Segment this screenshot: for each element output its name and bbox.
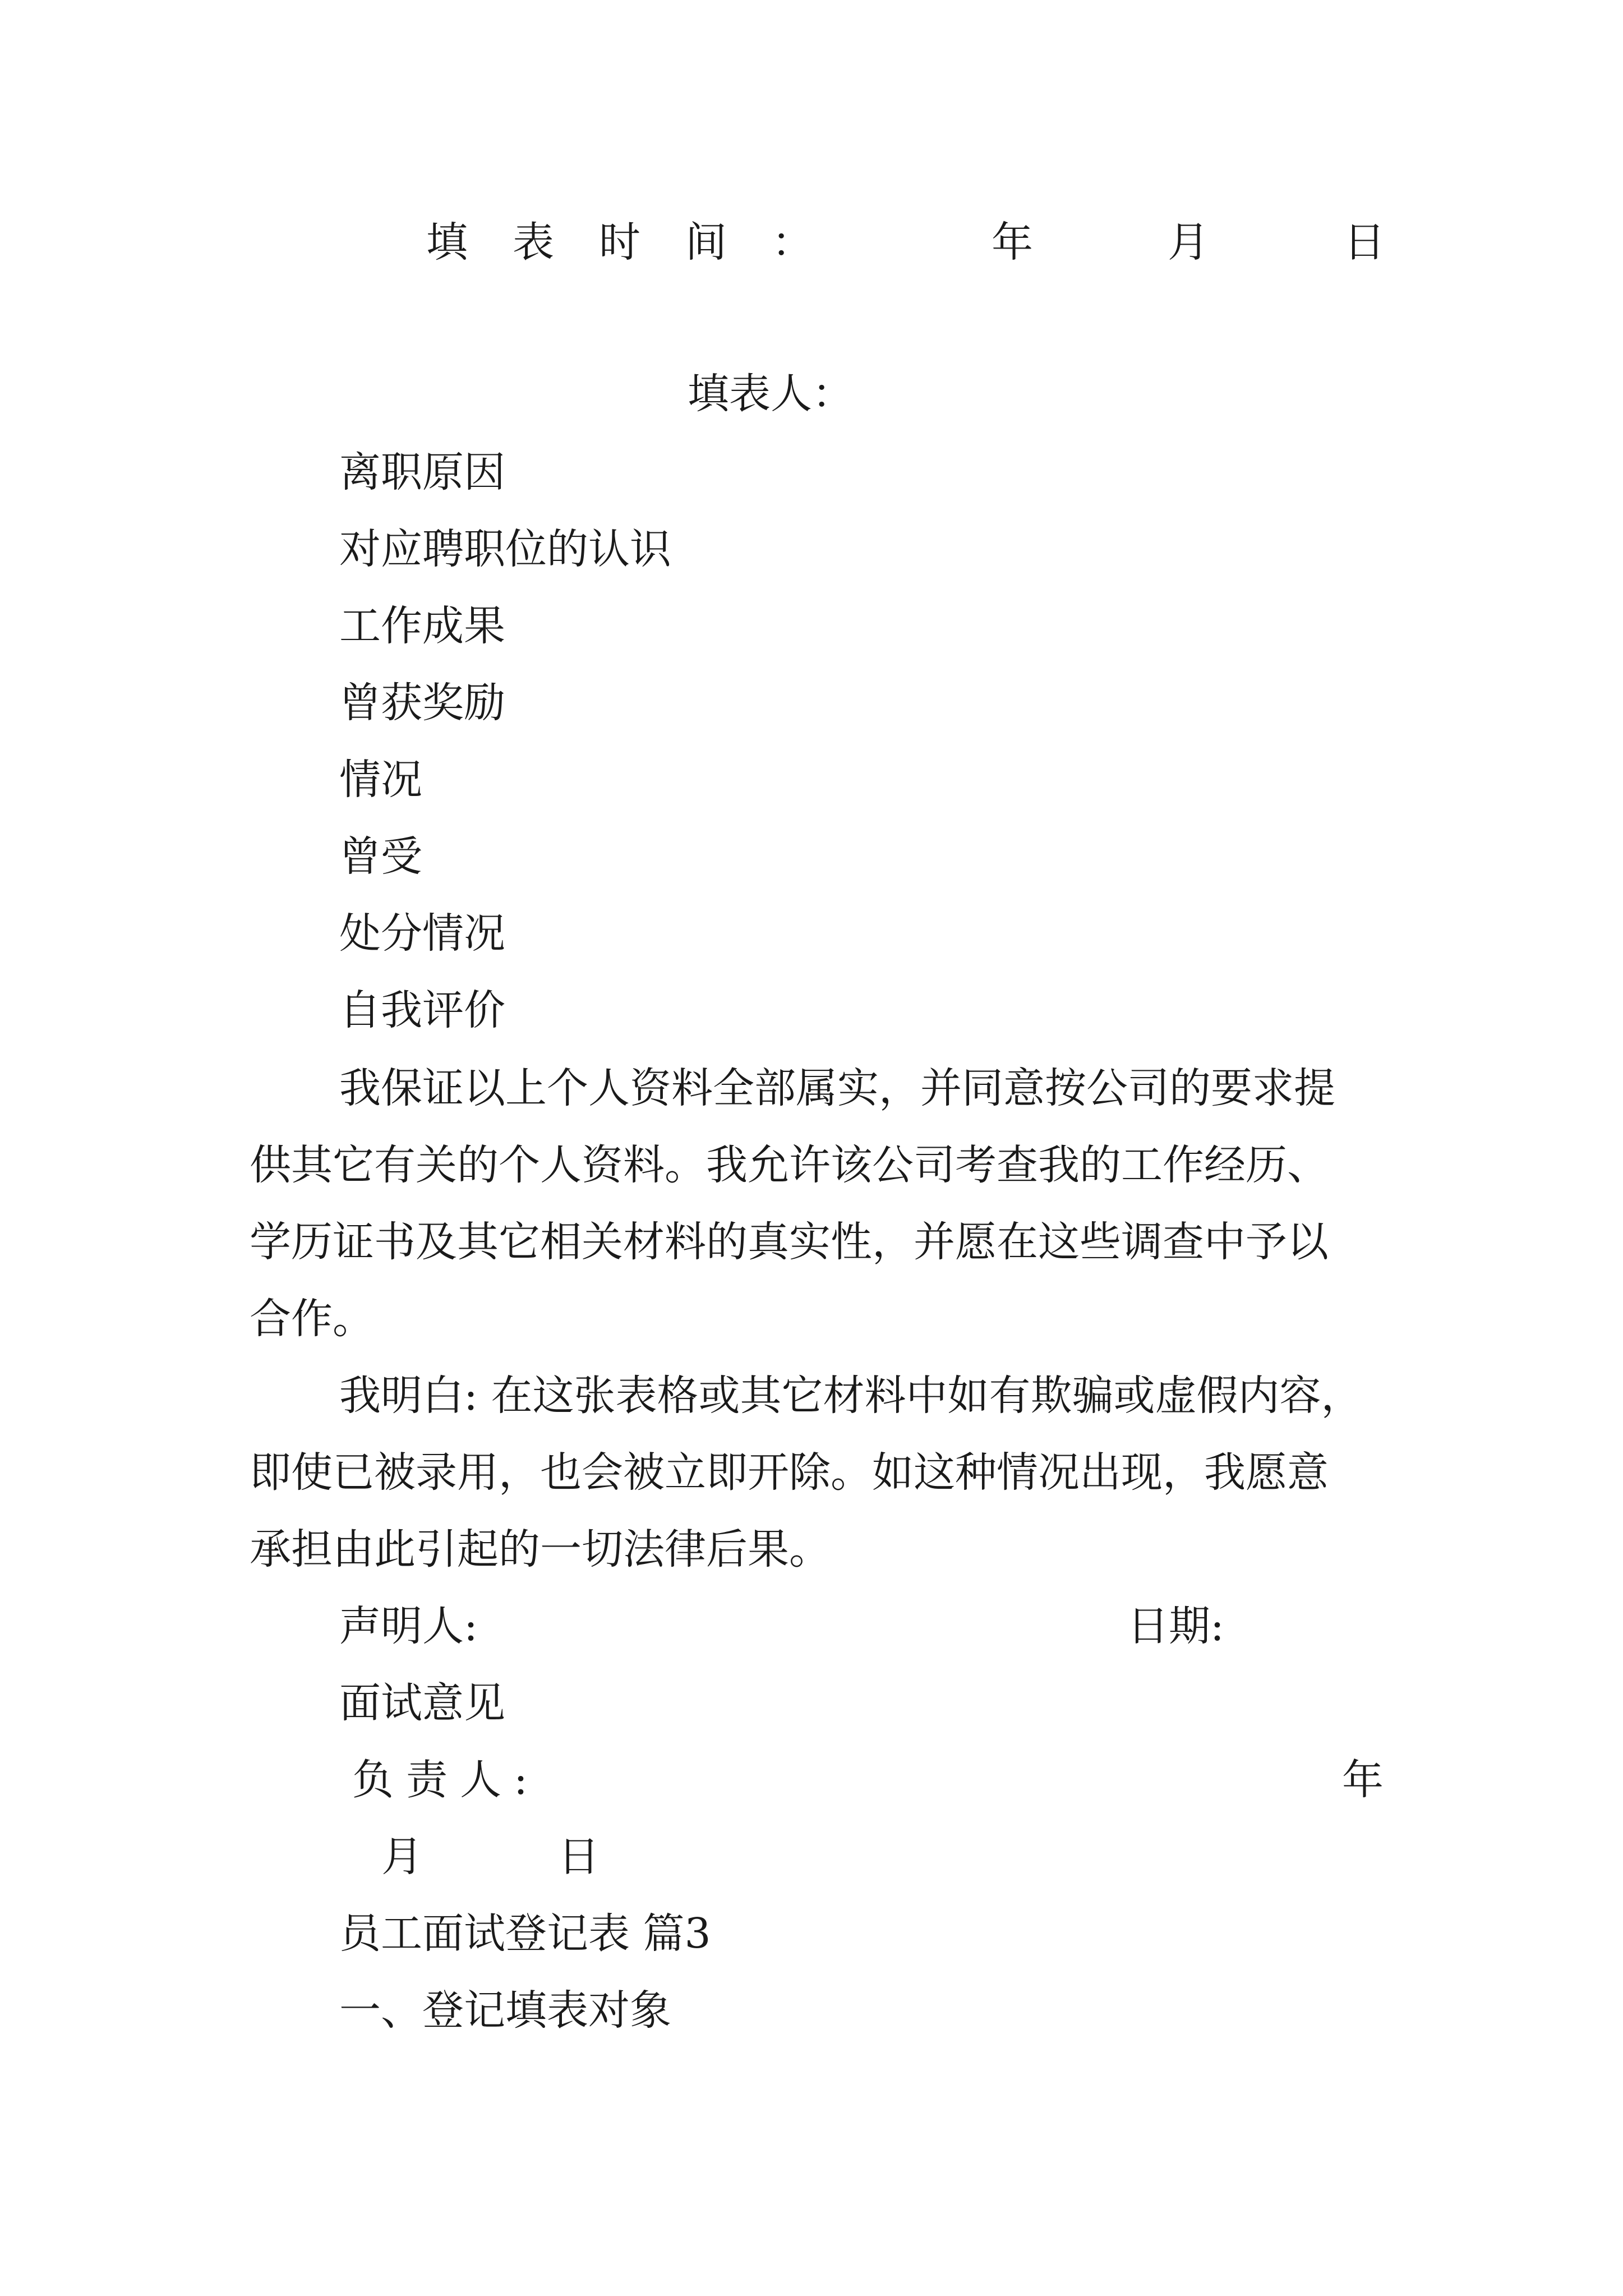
resign-reason-label: 离职原因: [339, 448, 505, 496]
job-understanding-label: 对应聘职位的认识: [339, 525, 671, 573]
awards-label-line2: 情况: [339, 756, 422, 804]
fill-time-day: 日: [1344, 218, 1385, 266]
work-results-label: 工作成果: [339, 602, 505, 650]
responsible-month: 月: [381, 1833, 423, 1881]
declaration-p2-line3: 承担由此引起的一切法律后果。: [250, 1525, 831, 1573]
declaration-p1-line1: 我保证以上个人资料全部属实，并同意按公司的要求提: [339, 1064, 1335, 1112]
declarant-label: 声明人:: [339, 1602, 478, 1650]
filler-label: 填表人：: [688, 370, 854, 418]
punishment-label-line1: 曾受: [339, 832, 422, 881]
declaration-p1-line2: 供其它有关的个人资料。我允许该公司考查我的工作经历、: [250, 1141, 1329, 1189]
awards-label-line1: 曾获奖励: [339, 679, 505, 727]
responsible-person-label: 负责人:: [352, 1756, 540, 1804]
section-item-1: 一、登记填表对象: [339, 1986, 671, 2035]
responsible-year: 年: [1342, 1756, 1384, 1804]
section-title: 员工面试登记表 篇3: [339, 1910, 711, 1958]
responsible-day: 日: [558, 1833, 600, 1881]
declaration-p1-line4: 合作。: [250, 1295, 374, 1343]
declaration-p2-line2: 即使已被录用，也会被立即开除。如这种情况出现，我愿意: [250, 1448, 1329, 1497]
fill-time-label: 填表时间：: [426, 218, 858, 266]
declaration-p1-line3: 学历证书及其它相关材料的真实性，并愿在这些调查中予以: [250, 1218, 1329, 1266]
fill-time-month: 月: [1168, 218, 1209, 266]
interview-opinion-label: 面试意见: [339, 1679, 505, 1727]
fill-time-year: 年: [992, 218, 1033, 266]
date-label: 日期:: [1127, 1602, 1224, 1650]
declaration-p2-line1: 我明白: 在这张表格或其它材料中如有欺骗或虚假内容，: [339, 1372, 1363, 1420]
punishment-label-line2: 处分情况: [339, 909, 505, 958]
self-evaluation-label: 自我评价: [339, 986, 505, 1034]
